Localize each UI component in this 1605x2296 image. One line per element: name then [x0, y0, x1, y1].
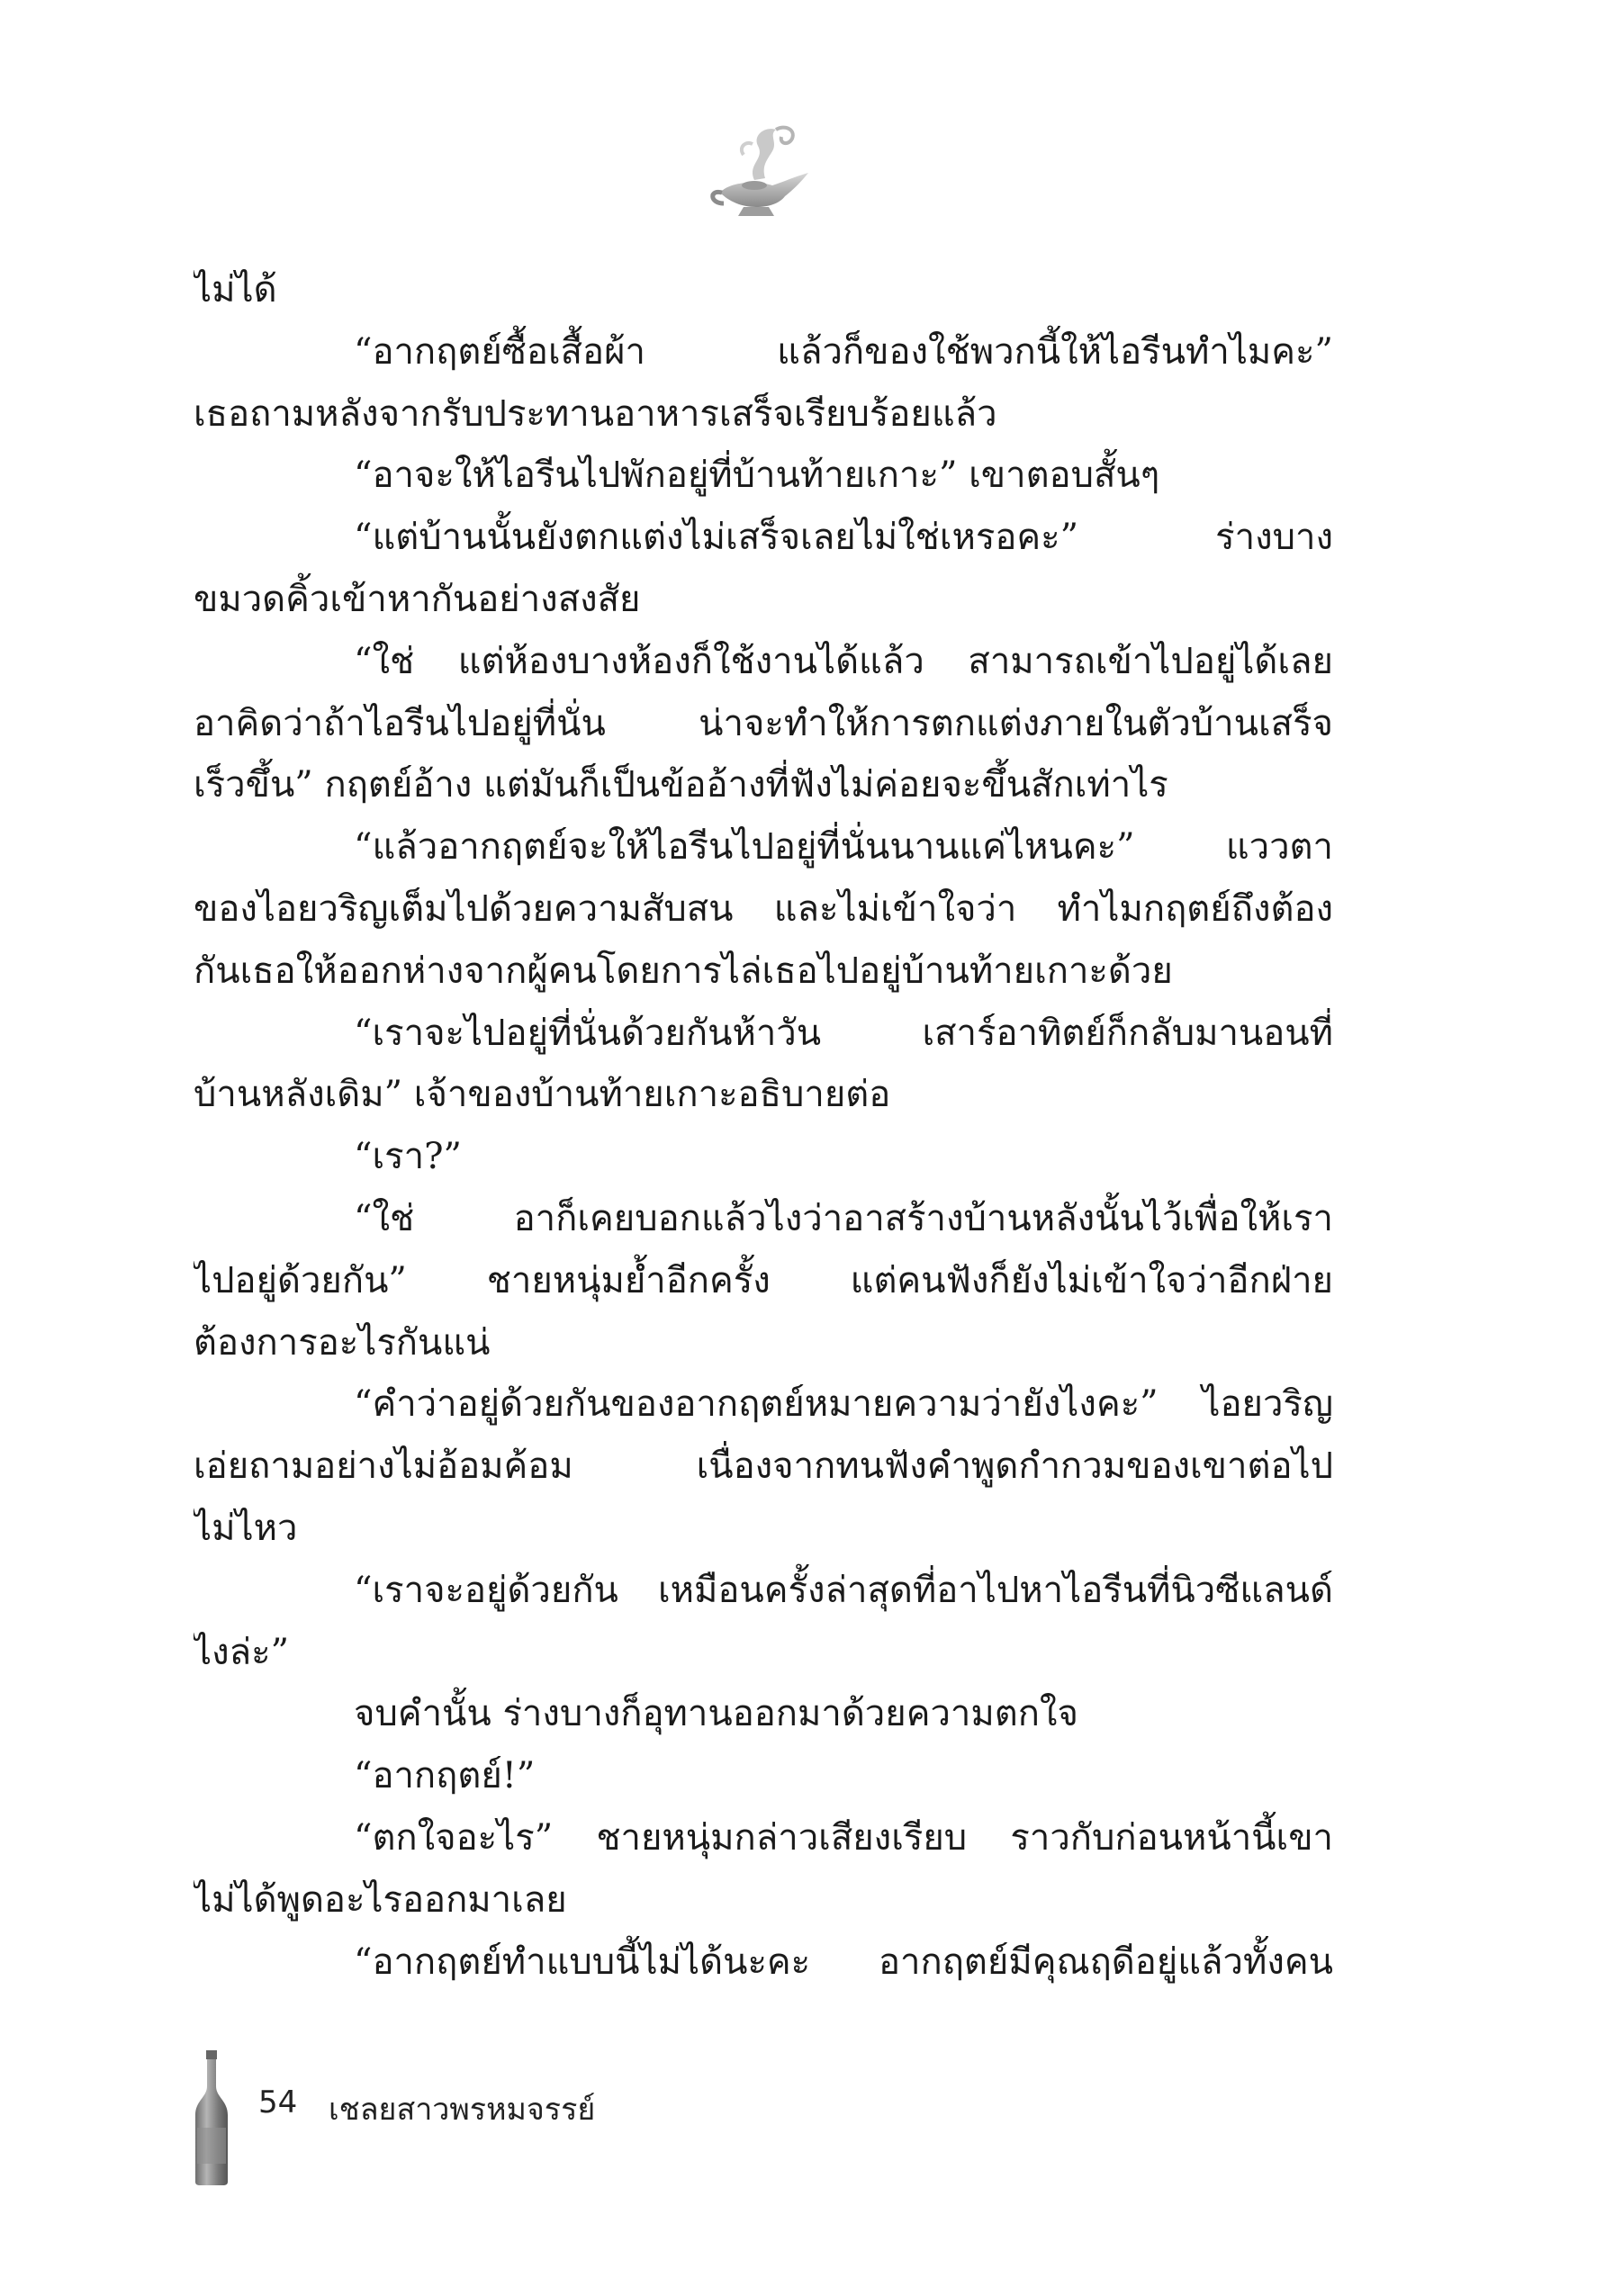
text-line: “แต่บ้านนั้นยังตกแต่งไม่เสร็จเลยไม่ใช่เหรอคะ” ร่างบาง — [354, 517, 1333, 559]
text-line: จบคำนั้น ร่างบางก็อุทานออกมาด้วยความตกใจ — [354, 1693, 1078, 1735]
text-line: ไงล่ะ” — [194, 1631, 290, 1673]
text-line: “อากฤตย์ทำแบบนี้ไม่ได้นะคะ อากฤตย์มีคุณฤดีอยู่แล้วทั้งคน — [354, 1940, 1333, 1983]
text-line: กันเธอให้ออกห่างจากผู้คนโดยการไล่เธอไปอยู่บ้านท้ายเกาะด้วย — [194, 950, 1173, 992]
text-line: ไปอยู่ด้วยกัน” ชายหนุ่มย้ำอีกครั้ง แต่คนฟังก็ยังไม่เข้าใจว่าอีกฝ่าย — [194, 1259, 1333, 1301]
text-line: ของไอยวริญเต็มไปด้วยความสับสน และไม่เข้าใจว่า ทำไมกฤตย์ถึงต้อง — [194, 887, 1333, 930]
text-line: “ใช่ แต่ห้องบางห้องก็ใช้งานได้แล้ว สามารถเข้าไปอยู่ได้เลย — [354, 640, 1333, 682]
text-line: “เราจะไปอยู่ที่นั่นด้วยกันห้าวัน เสาร์อาทิตย์ก็กลับมานอนที่ — [354, 1012, 1333, 1054]
genie-lamp-icon — [702, 110, 819, 227]
text-line: “แล้วอากฤตย์จะให้ไอรีนไปอยู่ที่นั่นนานแค่ไหนคะ” แววตา — [354, 826, 1333, 869]
text-line: “คำว่าอยู่ด้วยกันของอากฤตย์หมายความว่ายังไงคะ” ไอยวริญ — [354, 1383, 1333, 1426]
text-line: ไม่ได้ — [194, 269, 277, 311]
text-line: อาคิดว่าถ้าไอรีนไปอยู่ที่นั่น น่าจะทำให้การตกแต่งภายในตัวบ้านเสร็จ — [194, 702, 1333, 744]
page-footer — [194, 2050, 824, 2185]
text-line: ไม่ไหว — [194, 1507, 298, 1549]
book-title: เชลยสาวพรหมจรรย์ — [329, 2092, 596, 2128]
text-line: “เราจะอยู่ด้วยกัน เหมือนครั้งล่าสุดที่อาไปหาไอรีนที่นิวซีแลนด์ — [354, 1569, 1333, 1611]
text-line: “อากฤตย์!” — [354, 1755, 536, 1797]
text-line: “อาจะให้ไอรีนไปพักอยู่ที่บ้านท้ายเกาะ” เขาตอบสั้นๆ — [354, 455, 1160, 497]
text-line: “ใช่ อาก็เคยบอกแล้วไงว่าอาสร้างบ้านหลังนั้นไว้เพื่อให้เรา — [354, 1197, 1333, 1239]
wine-bottle-icon — [194, 2050, 230, 2185]
text-line: “เรา?” — [354, 1136, 462, 1178]
body-text — [194, 259, 1333, 1993]
text-line: เอ่ยถามอย่างไม่อ้อมค้อม เนื่องจากทนฟังคำพูดกำกวมของเขาต่อไป — [194, 1445, 1333, 1488]
text-line: ไม่ได้พูดอะไรออกมาเลย — [194, 1878, 567, 1921]
text-line: เร็วขึ้น” กฤตย์อ้าง แต่มันก็เป็นข้ออ้างที่ฟังไม่ค่อยจะขึ้นสักเท่าไร — [194, 764, 1168, 806]
text-line: ขมวดคิ้วเข้าหากันอย่างสงสัย — [194, 578, 641, 620]
text-line: บ้านหลังเดิม” เจ้าของบ้านท้ายเกาะอธิบายต่อ — [194, 1074, 891, 1116]
text-line: “อากฤตย์ซื้อเสื้อผ้า แล้วก็ของใช้พวกนี้ให้ไอรีนทำไมคะ” — [354, 330, 1333, 373]
text-line: “ตกใจอะไร” ชายหนุ่มกล่าวเสียงเรียบ ราวกับก่อนหน้านี้เขา — [354, 1816, 1333, 1859]
text-line: ต้องการอะไรกันแน่ — [194, 1321, 491, 1364]
page-number: 54 — [258, 2084, 298, 2120]
text-line: เธอถามหลังจากรับประทานอาหารเสร็จเรียบร้อยแล้ว — [194, 392, 997, 435]
